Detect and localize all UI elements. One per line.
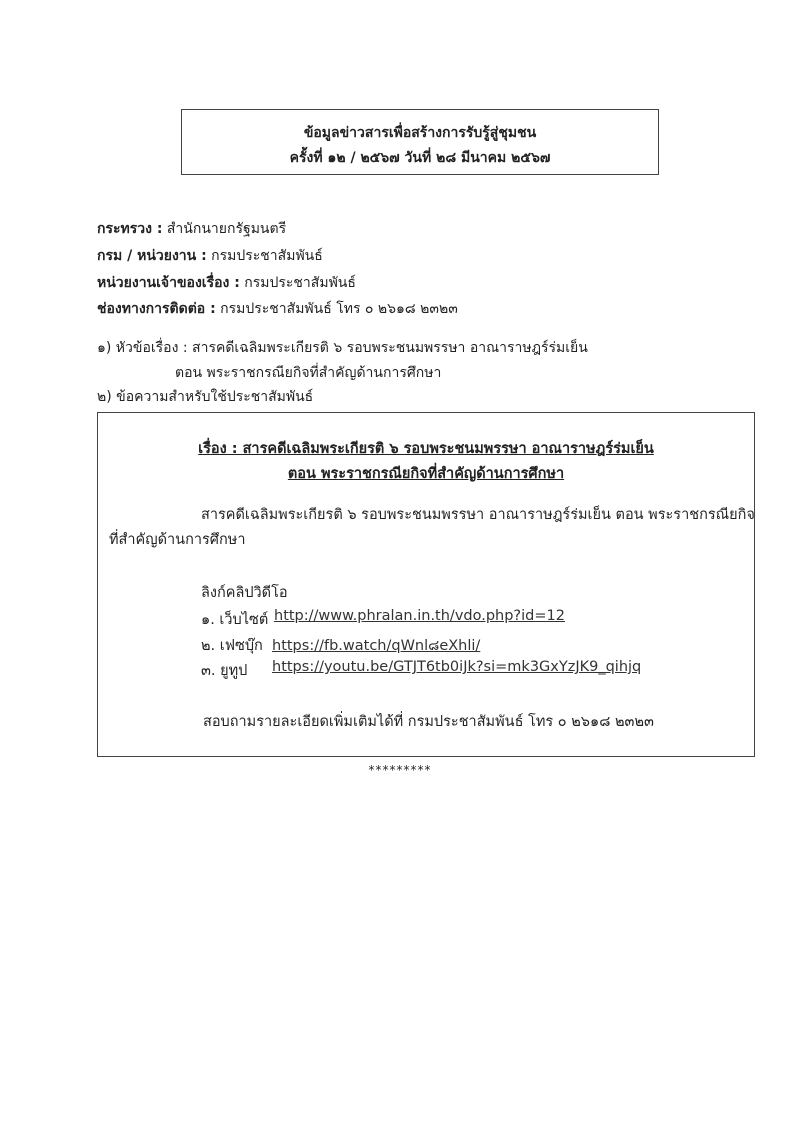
contact-info: สอบถามรายละเอียดเพิ่มเติมได้ที่ กรมประชาสัมพันธ์ โทร ๐ ๒๖๑๘ ๒๓๒๓ <box>203 714 654 730</box>
header-issue-date: ครั้งที่ ๑๒ / ๒๕๖๗ วันที่ ๒๘ มีนาคม ๒๕๖๗ <box>289 150 551 166</box>
meta-value: กรมประชาสัมพันธ์ <box>239 275 356 291</box>
links-heading: ลิงก์คลิปวิดีโอ <box>201 585 288 601</box>
meta-label: กรม / หน่วยงาน : <box>97 248 207 264</box>
release-body-1: สารคดีเฉลิมพระเกียรติ ๖ รอบพระชนมพรรษา อาณาราษฎร์ร่มเย็น ตอน พระราชกรณียกิจ <box>201 507 755 523</box>
meta-value: กรมประชาสัมพันธ์ โทร ๐ ๒๖๑๘ ๒๓๒๓ <box>215 301 458 317</box>
press-release-box <box>97 412 755 757</box>
release-title-1: เรื่อง : สารคดีเฉลิมพระเกียรติ ๖ รอบพระชนมพรรษา อาณาราษฎร์ร่มเย็น <box>198 441 654 457</box>
release-title-2: ตอน พระราชกรณียกิจที่สำคัญด้านการศึกษา <box>287 466 565 482</box>
end-marker: ********* <box>368 763 432 777</box>
meta-contact <box>97 298 458 320</box>
topic-line-3: ๒) ข้อความสำหรับใช้ประชาสัมพันธ์ <box>97 389 314 405</box>
meta-label: ช่องทางการติดต่อ : <box>97 301 216 317</box>
meta-label: กระทรวง : <box>97 221 163 237</box>
meta-value: กรมประชาสัมพันธ์ <box>206 248 323 264</box>
link-label: ๓. ยูทูป <box>201 663 248 679</box>
meta-label: หน่วยงานเจ้าของเรื่อง : <box>97 275 240 291</box>
header-box <box>181 109 659 175</box>
website-link[interactable]: http://www.phralan.in.th/vdo.php?id=12 <box>274 608 565 624</box>
header-title: ข้อมูลข่าวสารเพื่อสร้างการรับรู้สู่ชุมชน <box>303 125 537 141</box>
youtube-link[interactable]: https://youtu.be/GTJT6tb0iJk?si=mk3GxYzJK9_qihjq <box>272 659 642 675</box>
facebook-link[interactable]: https://fb.watch/qWnl๘eXhli/ <box>272 638 481 654</box>
topic-line-1: ๑) หัวข้อเรื่อง : สารคดีเฉลิมพระเกียรติ ๖ รอบพระชนมพรรษา อาณาราษฎร์ร่มเย็น <box>97 340 588 356</box>
link-row-website <box>201 608 565 631</box>
meta-department <box>97 245 323 267</box>
link-row-youtube <box>201 659 642 682</box>
meta-owner <box>97 272 356 294</box>
meta-ministry <box>97 218 286 240</box>
link-row-facebook <box>201 634 481 657</box>
link-label: ๒. เฟซบุ๊ก <box>201 638 263 654</box>
meta-value: สำนักนายกรัฐมนตรี <box>162 221 287 237</box>
release-body-2: ที่สำคัญด้านการศึกษา <box>109 532 246 548</box>
link-label: ๑. เว็บไซต์ <box>201 612 269 628</box>
topic-line-2: ตอน พระราชกรณียกิจที่สำคัญด้านการศึกษา <box>175 365 442 381</box>
